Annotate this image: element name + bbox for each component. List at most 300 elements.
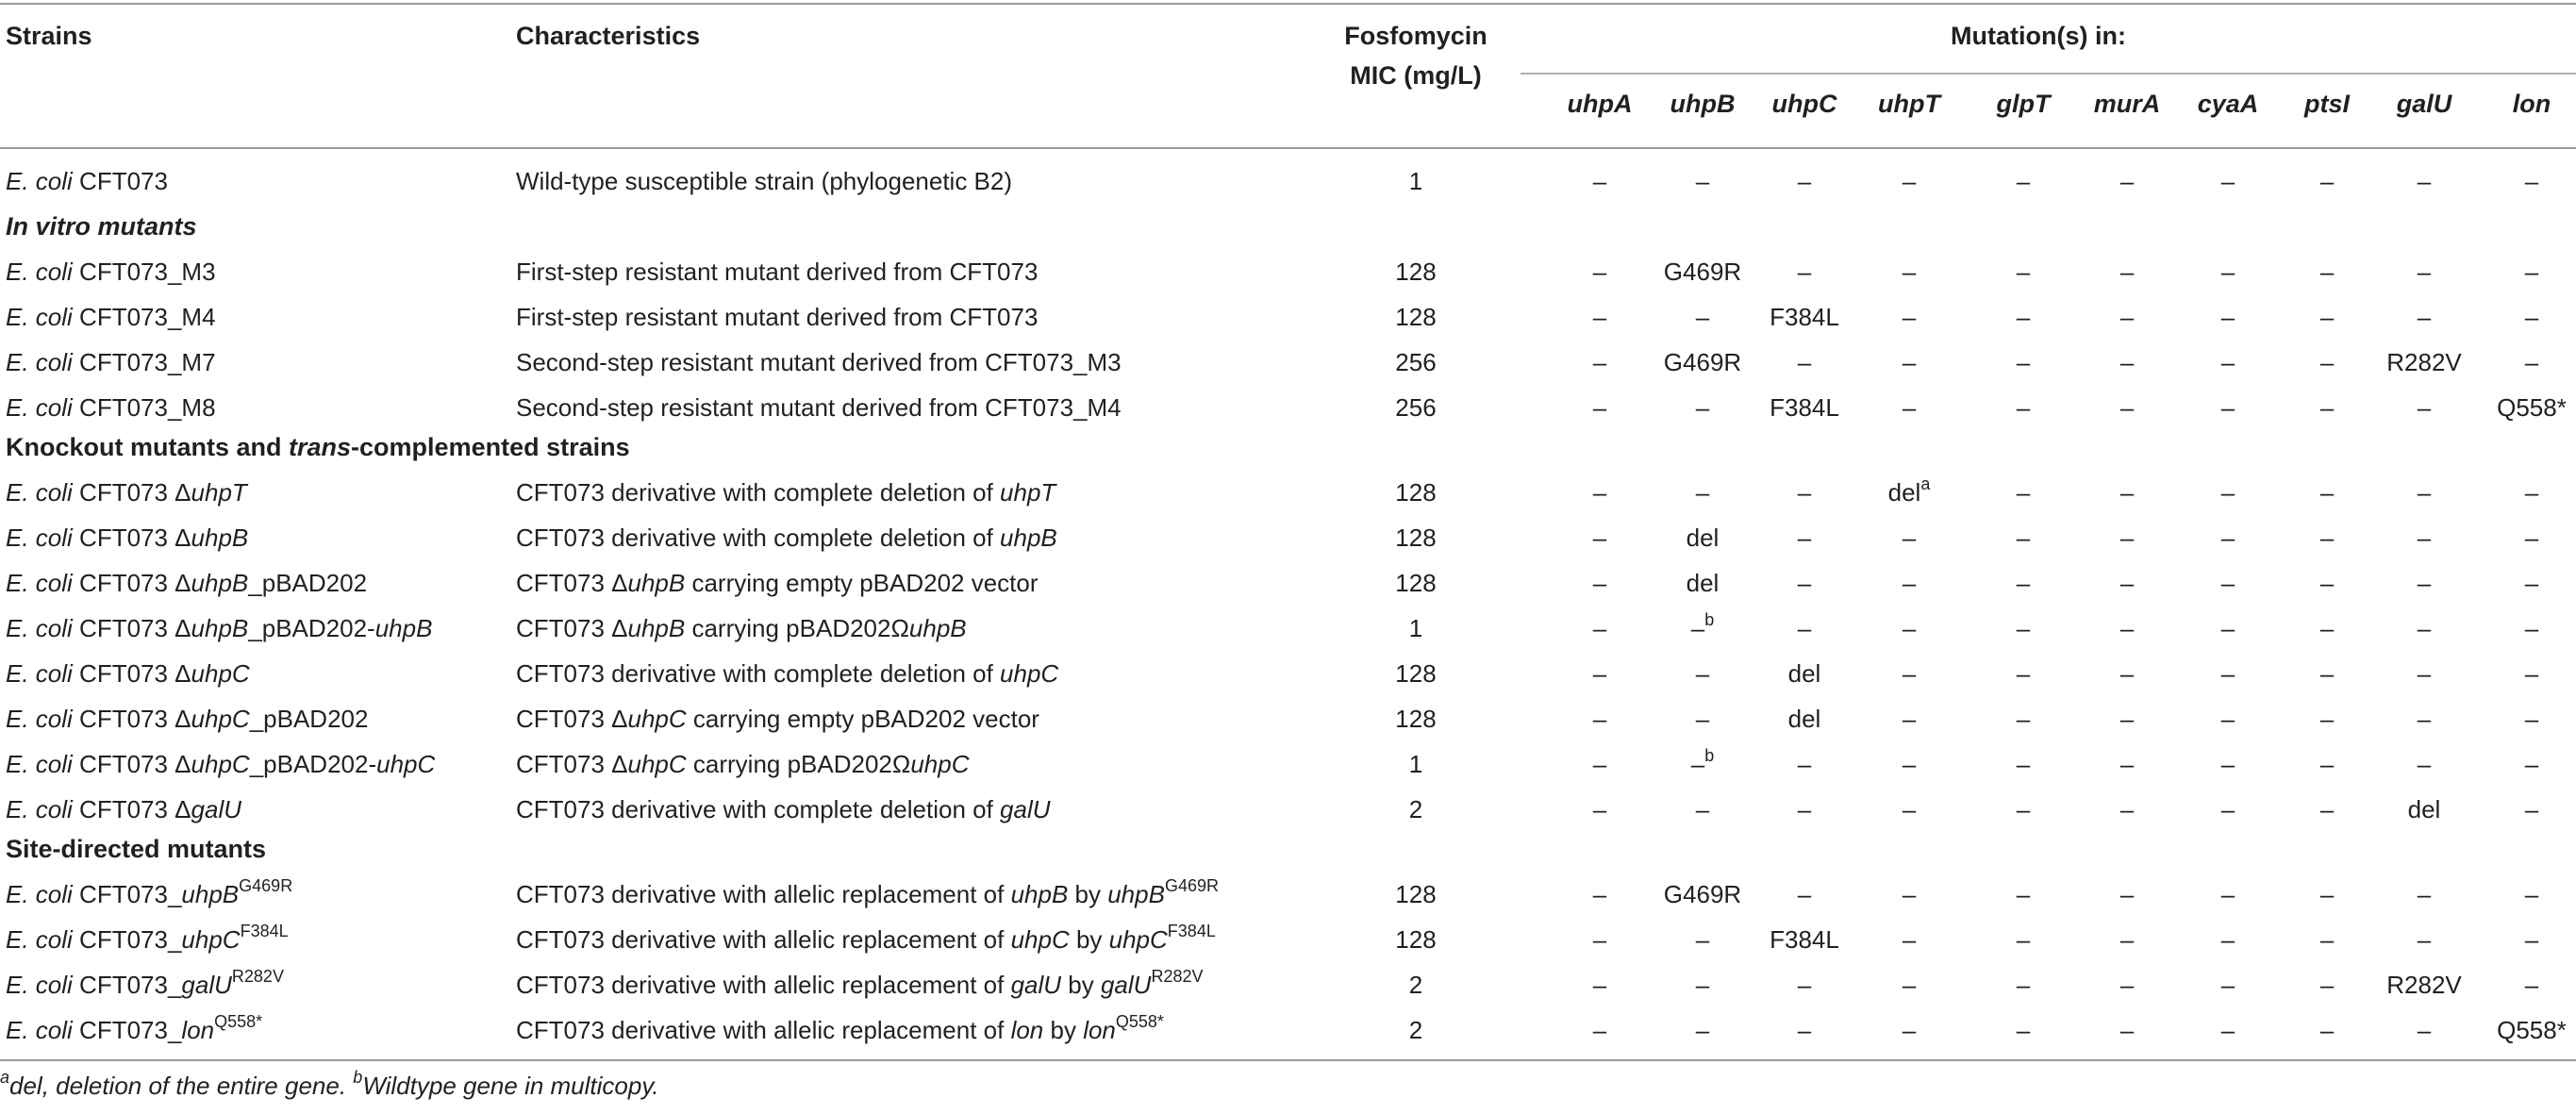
mutation-cell-murA <box>2075 794 2179 824</box>
mutation-cell-uhpT <box>1857 568 1961 598</box>
mutation-cell-murA <box>2075 704 2179 734</box>
mutation-cell-glpT <box>1971 879 2075 909</box>
strain-part: E. coli <box>6 614 73 642</box>
strain-name <box>6 166 168 196</box>
strain-name <box>6 613 432 643</box>
mic-value: 128 <box>1395 925 1437 954</box>
mutation-value: – <box>1902 750 1917 778</box>
mutation-cell-lon <box>2480 302 2576 332</box>
characteristics <box>516 658 1058 689</box>
mutation-cell-murA <box>2075 658 2179 689</box>
mutation-value: – <box>2016 1016 2031 1044</box>
gene-header-cyaA: cyaA <box>2197 90 2259 118</box>
characteristics <box>516 876 1219 909</box>
mutation-value: – <box>1902 705 1917 733</box>
mutation-cell-uhpC <box>1753 924 1856 955</box>
characteristics-part: CFT073 derivative with allelic replacement of <box>516 925 1011 954</box>
mutation-cell-uhpA <box>1548 302 1652 332</box>
mutation-cell-ptsI <box>2275 704 2379 734</box>
mutation-cell-uhpT <box>1857 347 1961 377</box>
mutation-value: – <box>1797 750 1812 778</box>
characteristics-part: uhpB <box>1000 524 1057 552</box>
mutation-cell-uhpT <box>1857 658 1961 689</box>
mutation-span-rule <box>1521 73 2576 75</box>
strain-part: E. coli <box>6 925 73 954</box>
section-site: Site-directed mutants <box>6 835 267 863</box>
mic-value: 128 <box>1395 705 1437 733</box>
mutation-cell-cyaA <box>2176 924 2280 955</box>
mutation-cell-galU <box>2372 477 2476 507</box>
mutation-cell-lon <box>2480 392 2576 423</box>
mutation-cell-ptsI <box>2275 879 2379 909</box>
mutation-value: – <box>2319 925 2335 954</box>
mutation-value: – <box>2319 478 2335 507</box>
mutation-value: – <box>1797 1016 1812 1044</box>
characteristics-part: uhpB <box>908 614 967 642</box>
mutation-value: G469R <box>1663 880 1742 908</box>
mutation-cell-glpT <box>1971 568 2075 598</box>
mutation-cell-cyaA <box>2176 704 2280 734</box>
mutation-cell-glpT <box>1971 523 2075 553</box>
strain-part: CFT073 Δ <box>72 659 191 688</box>
gene-header-uhpC: uhpC <box>1771 90 1837 118</box>
mutation-value: – <box>1695 303 1710 331</box>
mutation-cell-uhpA <box>1548 166 1652 196</box>
mutation-cell-uhpA <box>1548 523 1652 553</box>
characteristics-text: Wild-type susceptible strain (phylogenetic B2) <box>516 167 1013 195</box>
mutation-value: – <box>2119 795 2135 823</box>
strain-part: CFT073_M7 <box>72 348 216 376</box>
mutation-cell-ptsI <box>2275 924 2379 955</box>
strain-name <box>6 568 367 598</box>
mutation-cell-glpT <box>1971 613 2075 643</box>
mutation-value: – <box>2220 880 2235 908</box>
footnote-b-text: Wildtype gene in multicopy. <box>362 1072 659 1100</box>
strain-part: E. coli <box>6 880 73 908</box>
characteristics <box>516 794 1051 824</box>
strain-part: uhpT <box>191 478 247 507</box>
mutation-value: – <box>1695 971 1710 999</box>
mutation-cell-lon <box>2480 794 2576 824</box>
mutation-cell-cyaA <box>2176 347 2280 377</box>
mutation-value: – <box>2319 303 2335 331</box>
mutation-cell-glpT <box>1971 924 2075 955</box>
mutation-value: – <box>2016 750 2031 778</box>
mutation-value: – <box>2220 524 2235 552</box>
mutation-cell-glpT <box>1971 347 2075 377</box>
footnote-a-text: del, deletion of the entire gene. <box>9 1072 354 1100</box>
mutation-cell-uhpT <box>1857 794 1961 824</box>
mutation-value: – <box>1592 614 1607 642</box>
mutation-value: – <box>2220 303 2235 331</box>
characteristics-allele-sup: R282V <box>1151 967 1204 986</box>
mutation-value: – <box>1797 524 1812 552</box>
mutation-value: – <box>2016 659 2031 688</box>
mutation-value: – <box>1592 303 1607 331</box>
mutation-cell-uhpT <box>1857 1015 1961 1045</box>
mutation-value: – <box>2119 478 2135 507</box>
mutation-value: – <box>2417 303 2432 331</box>
mutation-cell-uhpC <box>1753 257 1856 287</box>
mutation-cell-uhpB <box>1651 523 1754 553</box>
characteristics-part: uhpC <box>1010 925 1070 954</box>
characteristics <box>516 613 967 643</box>
gene-header-glpT: glpT <box>1996 90 2051 118</box>
mutation-value: – <box>1592 750 1607 778</box>
mutation-cell-uhpB <box>1651 746 1754 779</box>
strain-name <box>6 967 284 1000</box>
mutation-cell-uhpA <box>1548 658 1652 689</box>
mutation-cell-lon <box>2480 166 2576 196</box>
mutation-value: – <box>2016 925 2031 954</box>
strain-part: _pBAD202 <box>248 569 368 597</box>
characteristics-part: uhpB <box>1010 880 1069 908</box>
mutation-cell-uhpC <box>1753 794 1856 824</box>
mutation-cell-glpT <box>1971 749 2075 779</box>
mic-value: 1 <box>1408 167 1423 195</box>
mutation-cell-ptsI <box>2275 749 2379 779</box>
mutation-cell-galU <box>2372 166 2476 196</box>
mutation-value: – <box>2417 393 2432 422</box>
characteristics-part: carrying empty pBAD202 vector <box>685 569 1039 597</box>
characteristics <box>516 749 969 779</box>
mutation-value: – <box>2319 524 2335 552</box>
mutation-value: – <box>2119 614 2135 642</box>
mutation-cell-murA <box>2075 392 2179 423</box>
mutation-cell-cyaA <box>2176 794 2280 824</box>
strain-part: E. coli <box>6 795 73 823</box>
strain-part: CFT073 Δ <box>72 795 191 823</box>
strain-name <box>6 876 293 909</box>
mutation-cell-uhpC <box>1753 477 1856 507</box>
characteristics-part: CFT073 derivative with complete deletion of <box>516 524 1001 552</box>
strain-part: E. coli <box>6 524 73 552</box>
mic-value: 128 <box>1395 524 1437 552</box>
mutation-cell-ptsI <box>2275 613 2379 643</box>
characteristics <box>516 166 1012 196</box>
mutation-cell-galU <box>2372 704 2476 734</box>
mutation-cell-uhpB <box>1651 477 1754 507</box>
mutation-value: – <box>2119 393 2135 422</box>
mutation-value: – <box>1797 971 1812 999</box>
mutation-value: – <box>1902 303 1917 331</box>
strain-name <box>6 477 247 507</box>
mutation-value: – <box>1902 659 1917 688</box>
footnote <box>0 1068 659 1101</box>
characteristics-text: Second-step resistant mutant derived from CFT073_M3 <box>516 348 1122 376</box>
mutation-value: – <box>1902 393 1917 422</box>
mutation-value: – <box>2220 1016 2235 1044</box>
mutation-cell-cyaA <box>2176 257 2280 287</box>
mutation-cell-galU <box>2372 658 2476 689</box>
mutation-value: – <box>2119 705 2135 733</box>
characteristics-part: CFT073 Δ <box>516 705 628 733</box>
mutation-value: – <box>1797 795 1812 823</box>
mutation-value: – <box>2319 659 2335 688</box>
mutation-value: R282V <box>2386 971 2462 999</box>
characteristics-part: CFT073 Δ <box>516 569 628 597</box>
characteristics-part: CFT073 derivative with complete deletion of <box>516 659 1001 688</box>
mutation-value: – <box>2016 303 2031 331</box>
mutation-value: – <box>2319 393 2335 422</box>
mutation-cell-cyaA <box>2176 658 2280 689</box>
mutation-cell-cyaA <box>2176 613 2280 643</box>
mutation-cell-glpT <box>1971 970 2075 1000</box>
characteristics-part: carrying pBAD202Ω <box>686 750 911 778</box>
mic-value: 2 <box>1408 1016 1423 1044</box>
characteristics <box>516 302 1038 332</box>
mutation-value: – <box>1592 393 1607 422</box>
mutation-cell-uhpA <box>1548 794 1652 824</box>
mutation-value: – <box>1902 348 1917 376</box>
strain-part: E. coli <box>6 569 73 597</box>
mutation-value: – <box>2119 167 2135 195</box>
characteristics-part: uhpC <box>627 750 687 778</box>
mutation-cell-uhpB <box>1651 1015 1754 1045</box>
strain-part: uhpC <box>191 705 250 733</box>
strain-part: uhpB <box>191 524 249 552</box>
mutation-cell-uhpB <box>1651 257 1754 287</box>
mutation-value: Q558* <box>2497 393 2567 422</box>
mutation-cell-glpT <box>1971 704 2075 734</box>
mutation-cell-uhpC <box>1753 749 1856 779</box>
mutation-cell-cyaA <box>2176 970 2280 1000</box>
mutation-cell-uhpA <box>1548 257 1652 287</box>
mutation-cell-cyaA <box>2176 392 2280 423</box>
mutation-value: – <box>1592 705 1607 733</box>
characteristics-part: uhpB <box>1107 880 1165 908</box>
gene-header-murA: murA <box>2093 90 2161 118</box>
mutation-cell-murA <box>2075 970 2179 1000</box>
gene-header-lon: lon <box>2512 90 2551 118</box>
mutation-cell-lon <box>2480 568 2576 598</box>
mutation-value: – <box>2417 925 2432 954</box>
mutation-value: – <box>2220 659 2235 688</box>
mutation-value: – <box>2016 971 2031 999</box>
strain-name <box>6 1012 263 1045</box>
characteristics-part: uhpC <box>1000 659 1059 688</box>
strain-part: CFT073_M8 <box>72 393 216 422</box>
mutation-value: – <box>2417 258 2432 286</box>
mutation-cell-murA <box>2075 257 2179 287</box>
strain-part: _pBAD202- <box>248 614 375 642</box>
mutation-cell-uhpA <box>1548 613 1652 643</box>
strain-part: CFT073_M4 <box>72 303 216 331</box>
strain-name <box>6 749 435 779</box>
mutation-value: – <box>1592 569 1607 597</box>
mutation-value: – <box>2319 705 2335 733</box>
mutation-value: – <box>1592 258 1607 286</box>
characteristics-part: carrying pBAD202Ω <box>685 614 909 642</box>
mutation-value: del <box>1686 524 1720 552</box>
mutation-value: G469R <box>1663 258 1742 286</box>
mutation-value: – <box>2417 705 2432 733</box>
section-in-vitro: In vitro mutants <box>6 212 197 241</box>
mutation-cell-cyaA <box>2176 568 2280 598</box>
mutation-cell-ptsI <box>2275 658 2379 689</box>
mutation-value: – <box>2119 971 2135 999</box>
section-label <box>6 432 630 462</box>
mutation-cell-uhpC <box>1753 613 1856 643</box>
characteristics-part: lon <box>1083 1016 1116 1044</box>
mutation-cell-murA <box>2075 523 2179 553</box>
characteristics-part: uhpB <box>627 614 686 642</box>
mutation-cell-ptsI <box>2275 392 2379 423</box>
mutation-cell-glpT <box>1971 392 2075 423</box>
mutation-value: – <box>2016 795 2031 823</box>
mutation-value: – <box>2220 795 2235 823</box>
mutation-value: – <box>2319 167 2335 195</box>
characteristics <box>516 477 1055 507</box>
mutation-cell-galU <box>2372 879 2476 909</box>
mutation-cell-lon <box>2480 257 2576 287</box>
strain-part: E. coli <box>6 750 73 778</box>
characteristics-allele-sup: F384L <box>1167 922 1216 940</box>
mutation-value: – <box>2319 971 2335 999</box>
header-mic-line1: Fosfomycin <box>1344 22 1487 50</box>
mutation-value: – <box>1695 167 1710 195</box>
strain-part: CFT073_ <box>72 925 182 954</box>
mutation-value: – <box>1592 925 1607 954</box>
mutation-value: – <box>2220 478 2235 507</box>
characteristics-text: First-step resistant mutant derived from CFT073 <box>516 258 1039 286</box>
mutation-cell-uhpC <box>1753 392 1856 423</box>
strain-part: E. coli <box>6 393 73 422</box>
mutation-cell-uhpA <box>1548 347 1652 377</box>
mutation-cell-galU <box>2372 568 2476 598</box>
strain-part: CFT073_ <box>72 971 182 999</box>
mutation-cell-ptsI <box>2275 166 2379 196</box>
mutation-value: – <box>1797 258 1812 286</box>
mutation-value: – <box>2220 258 2235 286</box>
mutation-cell-murA <box>2075 749 2179 779</box>
top-rule <box>0 3 2576 5</box>
section-label <box>6 211 197 241</box>
mutation-cell-uhpC <box>1753 879 1856 909</box>
mutation-cell-uhpT <box>1857 474 1961 507</box>
mutation-value: – <box>1902 569 1917 597</box>
mutation-value: – <box>2119 1016 2135 1044</box>
mutation-value: – <box>2417 524 2432 552</box>
mutation-value: – <box>2016 614 2031 642</box>
mutation-value: – <box>1695 705 1710 733</box>
mutation-value: – <box>1592 478 1607 507</box>
mutation-value: – <box>2417 880 2432 908</box>
strain-part: lon <box>181 1016 215 1044</box>
strain-allele-sup: Q558* <box>214 1012 263 1031</box>
mutation-cell-galU <box>2372 302 2476 332</box>
mutation-value: – <box>2119 524 2135 552</box>
mutation-value: – <box>2524 750 2539 778</box>
footnote-b-mark: b <box>353 1068 363 1087</box>
mutation-value: – <box>2220 705 2235 733</box>
mutation-value: – <box>1902 614 1917 642</box>
mutation-value: – <box>2220 348 2235 376</box>
strain-name <box>6 924 289 955</box>
mutation-value: – <box>2417 569 2432 597</box>
mutation-value: – <box>1695 659 1710 688</box>
mutation-cell-uhpT <box>1857 749 1961 779</box>
mutation-value: – <box>1797 348 1812 376</box>
mutation-value: – <box>2119 880 2135 908</box>
mutation-cell-cyaA <box>2176 523 2280 553</box>
mutation-value: – <box>2417 659 2432 688</box>
strain-part: galU <box>191 795 242 823</box>
mutation-value: – <box>2524 795 2539 823</box>
mutation-value: – <box>1592 971 1607 999</box>
mutation-cell-murA <box>2075 924 2179 955</box>
mutation-value: – <box>2220 614 2235 642</box>
mutation-cell-lon <box>2480 879 2576 909</box>
mutation-value: – <box>2524 705 2539 733</box>
mutation-value: – <box>1797 478 1812 507</box>
strain-part: uhpC <box>191 750 250 778</box>
characteristics-part: by <box>1043 1016 1084 1044</box>
mutation-cell-uhpC <box>1753 704 1856 734</box>
characteristics-part: CFT073 Δ <box>516 614 628 642</box>
mic-value: 128 <box>1395 659 1437 688</box>
mutation-value: – <box>1902 258 1917 286</box>
mutation-value: – <box>2220 569 2235 597</box>
mutation-value: – <box>1902 795 1917 823</box>
mutation-value: – <box>2524 971 2539 999</box>
mutation-value: – <box>2016 705 2031 733</box>
mutation-cell-uhpT <box>1857 970 1961 1000</box>
mutation-value: – <box>2319 750 2335 778</box>
mutation-value: – <box>2524 348 2539 376</box>
strain-part: CFT073 Δ <box>72 569 191 597</box>
characteristics-part: galU <box>1010 971 1062 999</box>
gene-header-galU: galU <box>2396 90 2452 118</box>
mutation-value: – <box>1695 795 1710 823</box>
mutation-cell-uhpA <box>1548 1015 1652 1045</box>
gene-header-uhpA: uhpA <box>1567 90 1633 118</box>
mutation-value: – <box>1695 393 1710 422</box>
characteristics-part: uhpC <box>910 750 970 778</box>
strain-part: E. coli <box>6 478 73 507</box>
strain-part: CFT073 Δ <box>72 750 191 778</box>
mutation-cell-uhpC <box>1753 568 1856 598</box>
mutation-value: – <box>2220 393 2235 422</box>
strain-part: uhpB <box>181 880 240 908</box>
mutation-cell-murA <box>2075 1015 2179 1045</box>
strain-name <box>6 257 216 287</box>
mutation-cell-uhpT <box>1857 879 1961 909</box>
mutation-cell-uhpA <box>1548 568 1652 598</box>
mutation-value: – <box>2319 880 2335 908</box>
mic-value: 128 <box>1395 303 1437 331</box>
mutation-value: – <box>2220 925 2235 954</box>
mutation-value: – <box>2319 258 2335 286</box>
footnote-a-mark: a <box>0 1068 10 1087</box>
mutation-cell-ptsI <box>2275 523 2379 553</box>
mutation-cell-uhpC <box>1753 658 1856 689</box>
mutation-value: – <box>2220 971 2235 999</box>
characteristics-part: by <box>1069 925 1109 954</box>
mutation-value: – <box>1902 524 1917 552</box>
mutation-cell-uhpT <box>1857 392 1961 423</box>
mutation-value: – <box>2524 659 2539 688</box>
strain-part: uhpC <box>191 659 250 688</box>
characteristics-text: Second-step resistant mutant derived from CFT073_M4 <box>516 393 1122 422</box>
mutation-cell-uhpT <box>1857 257 1961 287</box>
strain-part: E. coli <box>6 659 73 688</box>
mutation-cell-galU <box>2372 257 2476 287</box>
mutation-cell-galU <box>2372 613 2476 643</box>
mutation-cell-uhpT <box>1857 523 1961 553</box>
header-characteristics: Characteristics <box>516 22 701 50</box>
characteristics <box>516 568 1039 598</box>
